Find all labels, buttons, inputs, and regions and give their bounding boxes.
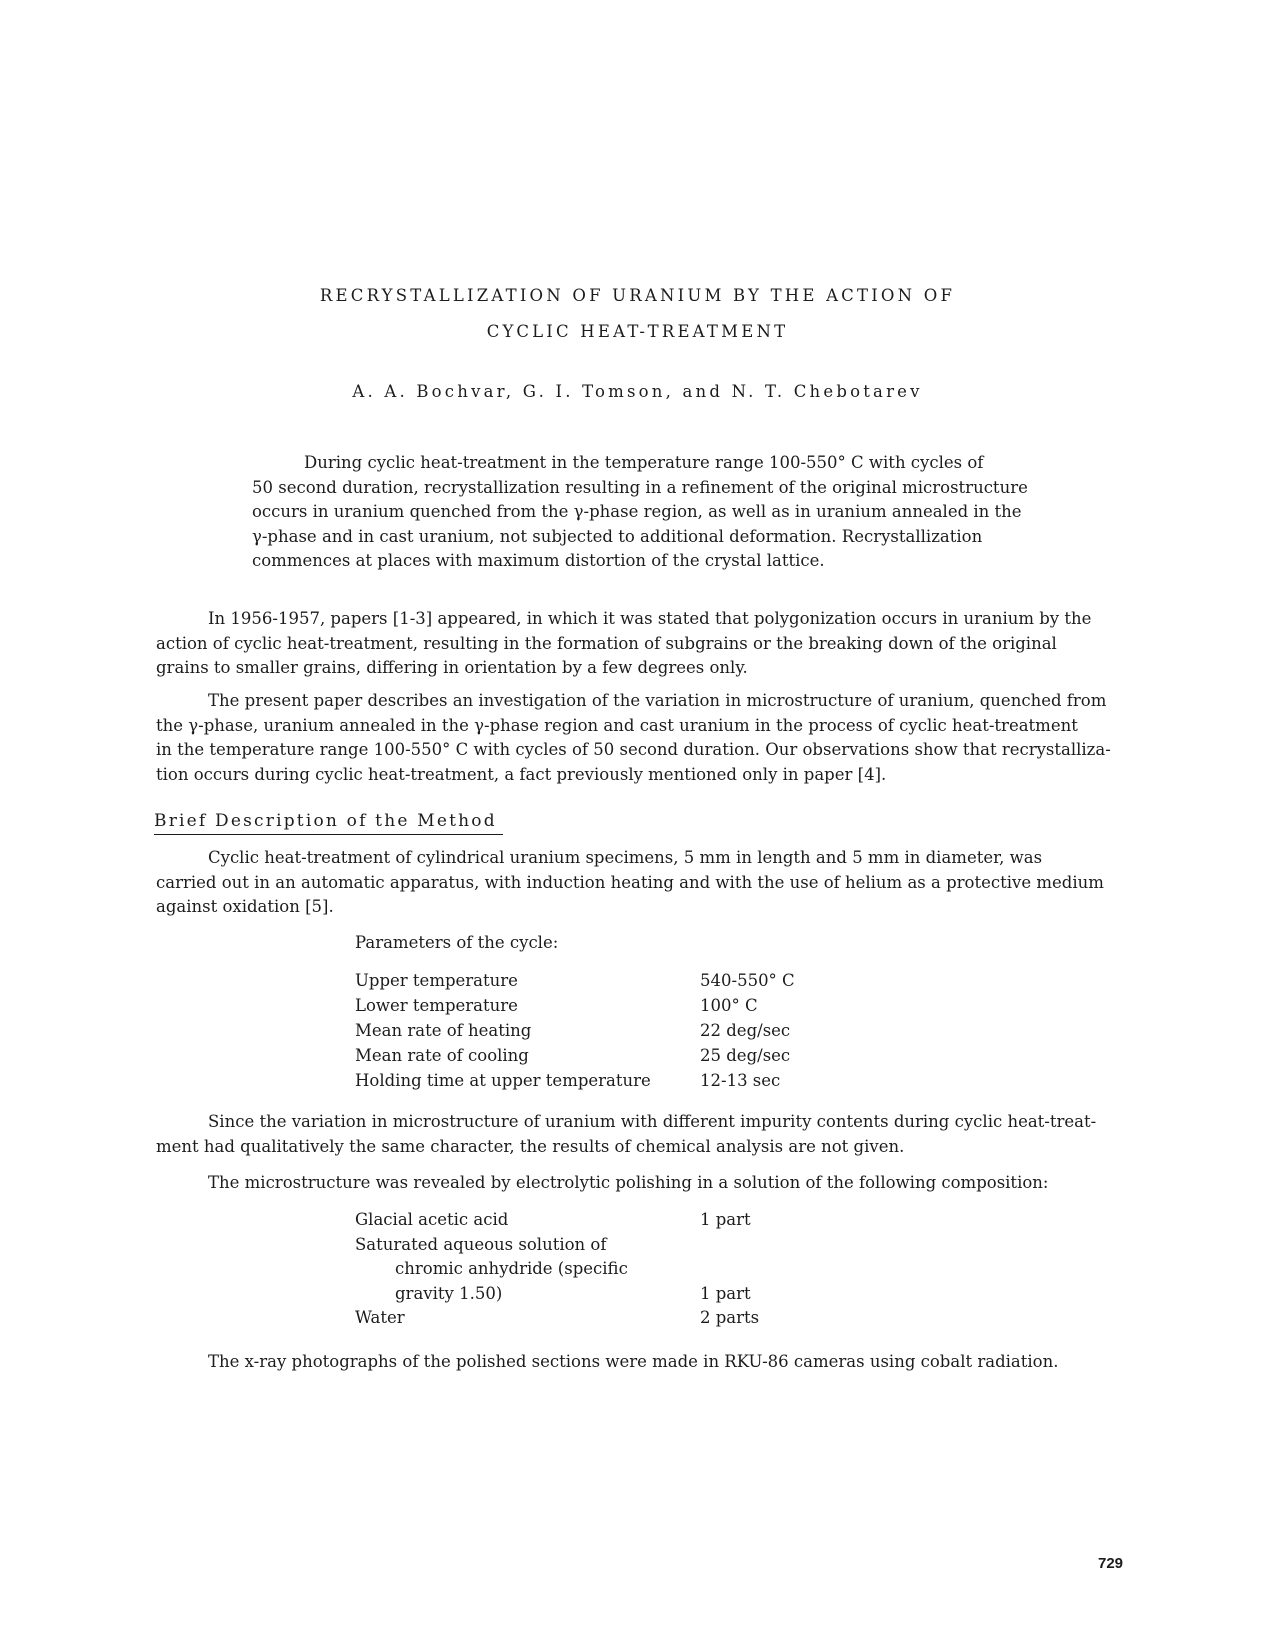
paragraph-line: The microstructure was revealed by electrolytic polishing in a solution of the following composition: [208, 1173, 1049, 1192]
component-label: Glacial acetic acid [355, 1210, 509, 1229]
parameter-value: 22 deg/sec [700, 1021, 791, 1040]
results-paragraph [156, 1110, 1126, 1159]
abstract-line: occurs in uranium quenched from the γ-phase region, as well as in uranium annealed in the [252, 502, 1022, 521]
paragraph-line: carried out in an automatic apparatus, with induction heating and with the use of helium as a protective medium [156, 872, 1104, 892]
paragraph-line: ment had qualitatively the same character, the results of chemical analysis are not given. [156, 1136, 905, 1156]
parameter-label: Mean rate of cooling [355, 1046, 529, 1065]
intro-paragraph-2 [156, 689, 1126, 787]
component-value: 1 part [700, 1210, 751, 1229]
table-row [355, 1306, 759, 1331]
component-value: 1 part [700, 1283, 751, 1303]
component-value: 2 parts [700, 1308, 760, 1327]
parameters-caption: Parameters of the cycle: [355, 933, 559, 952]
paragraph-line: the γ-phase, uranium annealed in the γ-phase region and cast uranium in the process of cyclic heat-treatment [156, 715, 1078, 735]
parameter-value: 100° C [700, 996, 758, 1015]
component-label: Saturated aqueous solution of [355, 1234, 607, 1254]
paragraph-line: against oxidation [5]. [156, 897, 334, 916]
table-row [355, 968, 795, 993]
paragraph-line: Cyclic heat-treatment of cylindrical uranium specimens, 5 mm in length and 5 mm in diameter, was [208, 848, 1043, 867]
paragraph-line: action of cyclic heat-treatment, resulting in the formation of subgrains or the breaking down of the original [156, 633, 1057, 653]
table-row [355, 993, 795, 1018]
abstract [252, 451, 1042, 574]
table-row [355, 1233, 759, 1258]
component-label: gravity 1.50) [395, 1283, 503, 1303]
paragraph-line: Since the variation in microstructure of uranium with different impurity contents during cyclic heat-treat- [208, 1112, 1097, 1131]
paragraph-line: in the temperature range 100-550° C with cycles of 50 second duration. Our observations show that recrystalliza- [156, 740, 1111, 759]
parameter-label: Upper temperature [355, 971, 518, 990]
parameter-value: 25 deg/sec [700, 1046, 791, 1065]
paragraph-line: In 1956-1957, papers [1-3] appeared, in which it was stated that polygonization occurs in uranium by the [208, 609, 1092, 628]
authors: A. A. Bochvar, G. I. Tomson, and N. T. Chebotarev [352, 382, 923, 401]
parameters-table [355, 968, 795, 1093]
parameter-label: Lower temperature [355, 996, 518, 1015]
table-row [355, 1257, 759, 1282]
intro-paragraph-1 [156, 607, 1126, 681]
component-label: Water [355, 1308, 405, 1327]
method-paragraph [156, 846, 1126, 920]
paragraph-line: grains to smaller grains, differing in orientation by a few degrees only. [156, 658, 748, 677]
abstract-line: 50 second duration, recrystallization resulting in a refinement of the original microstructure [252, 477, 1028, 497]
page-number: 729 [1098, 1555, 1124, 1572]
xray-paragraph [156, 1350, 1126, 1375]
table-row [355, 1282, 759, 1307]
abstract-line: commences at places with maximum distortion of the crystal lattice. [252, 551, 825, 570]
section-heading: Brief Description of the Method [154, 811, 503, 835]
parameter-value: 12-13 sec [700, 1071, 781, 1090]
title-line-1: RECRYSTALLIZATION OF URANIUM BY THE ACTION OF [319, 286, 956, 305]
table-row [355, 1068, 795, 1093]
parameter-value: 540-550° C [700, 971, 795, 990]
abstract-line: γ-phase and in cast uranium, not subjected to additional deformation. Recrystallization [252, 526, 983, 546]
parameter-label: Mean rate of heating [355, 1021, 532, 1040]
table-row [355, 1043, 795, 1068]
paragraph-line: tion occurs during cyclic heat-treatment, a fact previously mentioned only in paper [4]. [156, 764, 887, 784]
table-row [355, 1208, 759, 1233]
polishing-paragraph [156, 1171, 1126, 1196]
component-label: chromic anhydride (specific [395, 1259, 628, 1278]
title-line-2: CYCLIC HEAT-TREATMENT [486, 322, 789, 341]
table-row [355, 1018, 795, 1043]
abstract-line: During cyclic heat-treatment in the temperature range 100-550° C with cycles of [304, 453, 984, 472]
parameter-label: Holding time at upper temperature [355, 1071, 651, 1090]
paragraph-line: The x-ray photographs of the polished sections were made in RKU-86 cameras using cobalt radiation. [208, 1352, 1059, 1371]
paragraph-line: The present paper describes an investigation of the variation in microstructure of uranium, quenched from [208, 691, 1107, 710]
composition-table [355, 1208, 759, 1331]
